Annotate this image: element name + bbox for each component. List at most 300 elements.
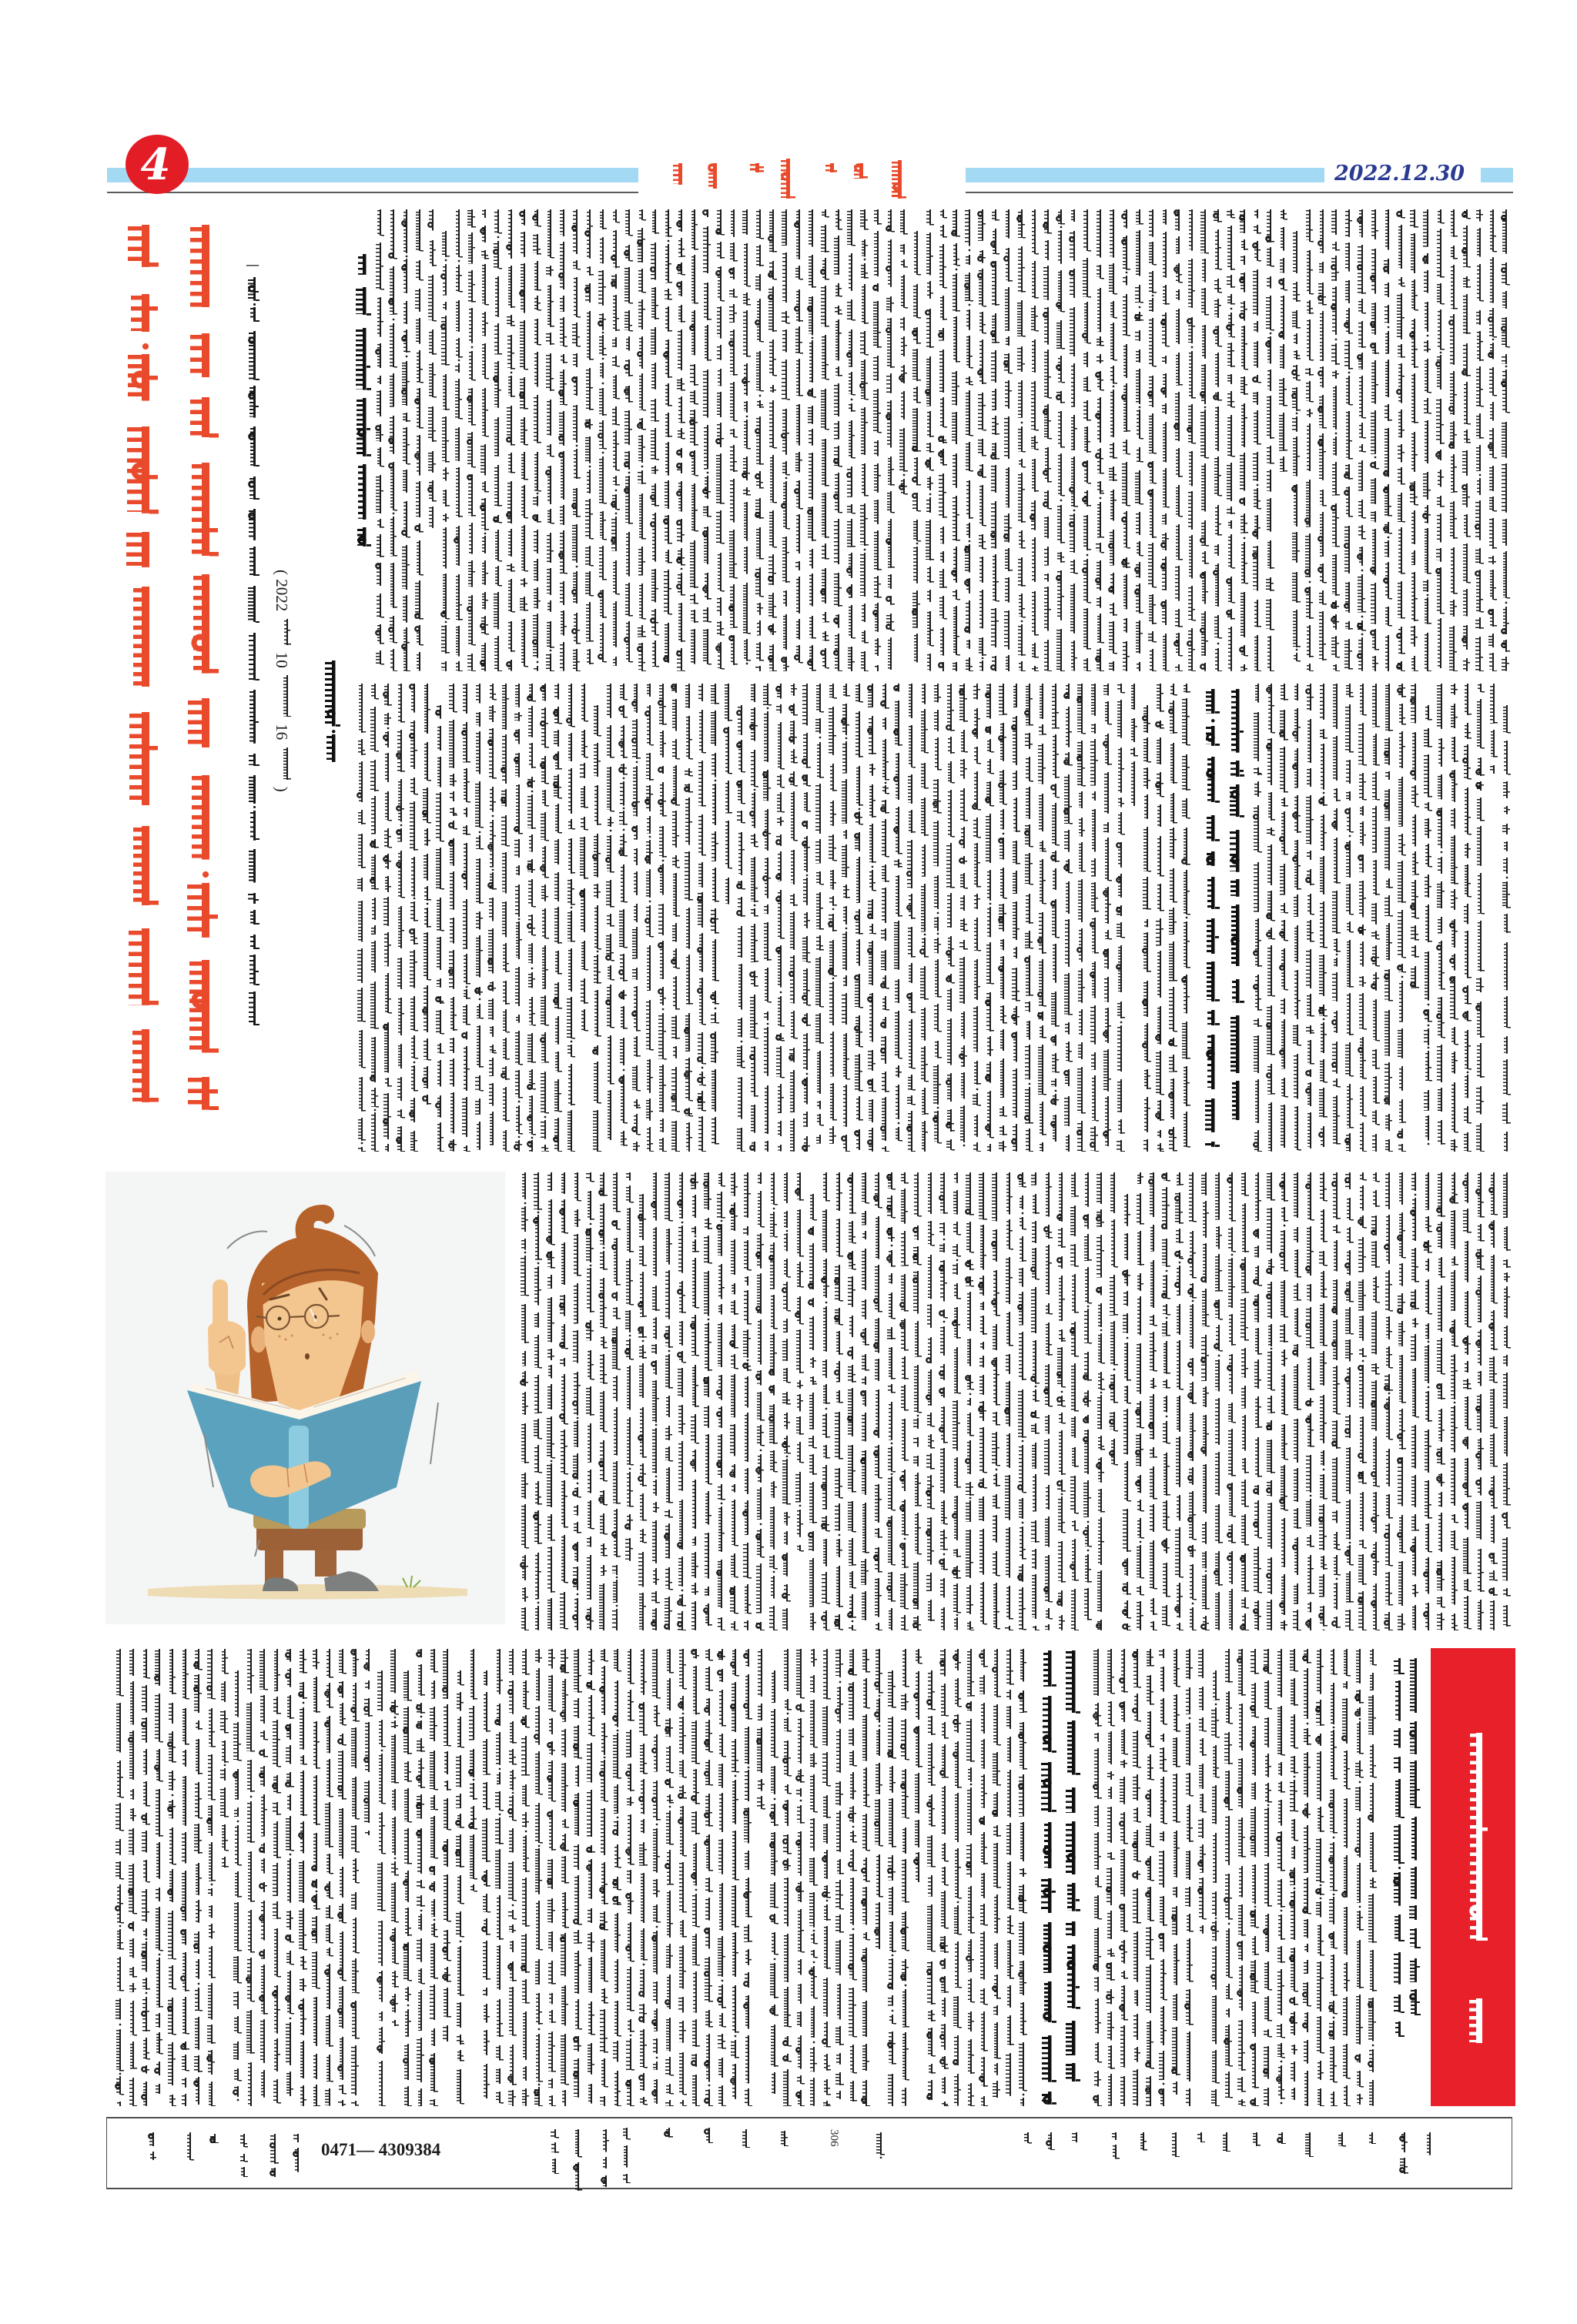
imprint-room-number: 306 (828, 2129, 840, 2147)
text-line (1174, 1172, 1184, 1630)
text-line (939, 1649, 949, 2106)
text-line (976, 209, 986, 671)
dateline-year: 2022 (273, 579, 291, 612)
text-line (460, 684, 470, 1152)
text-line (421, 684, 431, 1152)
text-line (572, 1649, 582, 2106)
text-line (1147, 209, 1157, 671)
text-line (557, 209, 568, 671)
text-line (952, 1649, 962, 2106)
text-line (1252, 1172, 1262, 1630)
imprint-label-glyph (663, 2128, 673, 2139)
imprint-label-glyph (703, 2128, 713, 2143)
text-line (624, 1649, 634, 2106)
freckle (322, 1333, 324, 1336)
text-line (624, 1172, 634, 1630)
freckle (284, 1338, 286, 1340)
text-line (1382, 209, 1392, 671)
text-line (414, 209, 424, 671)
text-line (1474, 209, 1484, 671)
text-line (533, 1649, 543, 2106)
text-line (428, 1649, 438, 2106)
imprint-label-glyph (1398, 2132, 1408, 2182)
dateline-close-paren: ) (273, 786, 291, 792)
text-line (480, 1649, 491, 2106)
text-line (1108, 1172, 1118, 1630)
imprint-label-glyph (184, 2132, 194, 2168)
text-line (664, 1649, 674, 2106)
text-line (911, 209, 921, 671)
text-line (1330, 209, 1340, 671)
text-line (336, 1649, 347, 2106)
text-line (932, 684, 942, 1152)
text-line (683, 684, 693, 1152)
text-line (1318, 684, 1328, 1152)
text-line (1094, 209, 1104, 671)
text-line (531, 209, 541, 671)
text-line (1344, 1172, 1354, 1630)
text-line (1120, 209, 1130, 671)
text-line (741, 209, 751, 671)
text-line (912, 1649, 922, 2106)
text-line (1341, 1649, 1351, 2106)
text-line (526, 684, 536, 1152)
text-line (651, 1649, 661, 2106)
header-rule-left (107, 192, 638, 193)
text-line (1369, 209, 1379, 671)
text-line (644, 684, 654, 1152)
text-line (873, 1649, 883, 2106)
text-line (742, 1649, 752, 2106)
dateline-open-paren: ( (273, 570, 291, 575)
text-line (1121, 1172, 1131, 1630)
text-line (1081, 209, 1091, 671)
text-line (1275, 1649, 1285, 2106)
subheading-line (1227, 689, 1244, 1120)
text-line (1409, 1172, 1419, 1630)
text-line (507, 1649, 517, 2106)
text-line (1107, 209, 1117, 671)
text-line (806, 209, 816, 671)
headline-line (123, 225, 159, 1118)
text-line (650, 1172, 660, 1630)
text-line (794, 1172, 804, 1630)
imprint-label-glyph (1137, 2132, 1147, 2159)
text-line (1328, 1649, 1338, 2106)
text-line (1089, 684, 1099, 1152)
text-line (938, 1172, 948, 1630)
imprint-label-glyph (1304, 2132, 1314, 2157)
imprint-label-glyph (740, 2129, 750, 2148)
text-line (1200, 1172, 1210, 1630)
text-line (1344, 684, 1354, 1152)
headline-line (183, 225, 219, 1110)
text-line (1265, 1172, 1275, 1630)
text-line (845, 209, 855, 671)
imprint-label-glyph (269, 2134, 279, 2177)
article-body-tier-2b (1252, 684, 1518, 1152)
page-number-badge (126, 135, 189, 194)
text-line (1370, 684, 1380, 1152)
text-line (1134, 1172, 1144, 1630)
text-line (860, 1649, 870, 2106)
text-line (1264, 209, 1274, 671)
article-heading-line (1040, 1650, 1056, 2105)
text-line (1262, 1649, 1272, 2106)
ground (148, 1584, 467, 1600)
text-line (1050, 684, 1060, 1152)
text-line (219, 1649, 229, 2106)
text-line (716, 1649, 726, 2106)
text-line (559, 1649, 569, 2106)
text-line (1141, 684, 1151, 1152)
text-line (1409, 684, 1419, 1152)
text-line (382, 684, 392, 1152)
text-line (440, 209, 450, 671)
text-line (1461, 209, 1471, 671)
text-line (539, 684, 549, 1152)
text-line (702, 1172, 712, 1630)
imprint-label-glyph (875, 2132, 885, 2158)
text-line (1115, 684, 1125, 1152)
imprint-label-glyph (1336, 2132, 1346, 2149)
text-line (1186, 209, 1196, 671)
text-line (912, 1172, 922, 1630)
text-line (657, 684, 667, 1152)
text-line (558, 1172, 568, 1630)
text-line (578, 684, 588, 1152)
text-line (853, 684, 863, 1152)
masthead-glyph (706, 163, 718, 189)
text-line (649, 209, 659, 671)
text-line (1435, 1172, 1445, 1630)
text-line (1488, 1172, 1498, 1630)
imprint-box (106, 2117, 1512, 2189)
text-line (1357, 1172, 1367, 1630)
text-line (571, 209, 581, 671)
text-line (840, 684, 850, 1152)
text-line (696, 684, 706, 1152)
author-byline (323, 660, 340, 762)
text-line (924, 209, 934, 671)
text-line (1278, 1172, 1288, 1630)
text-line (356, 684, 366, 1152)
subtitle-dash: — (246, 257, 259, 273)
text-line (662, 209, 672, 671)
text-line (447, 684, 457, 1152)
text-line (1043, 1172, 1053, 1630)
text-line (1331, 1172, 1341, 1630)
text-line (153, 1649, 163, 2106)
text-line (591, 684, 601, 1152)
text-line (1408, 209, 1418, 671)
text-line (513, 684, 523, 1152)
text-line (245, 1649, 255, 2106)
text-line (637, 1172, 647, 1630)
text-line (1487, 209, 1497, 671)
text-line (755, 1172, 765, 1630)
text-line (735, 684, 745, 1152)
text-line (1133, 209, 1143, 671)
text-line (1277, 209, 1287, 671)
text-line (1055, 209, 1065, 671)
subtitle-line (246, 277, 259, 1025)
text-line (971, 684, 981, 1152)
text-line (1304, 684, 1314, 1152)
text-line (1448, 209, 1458, 671)
text-line (1003, 1172, 1013, 1630)
imprint-label-glyph (147, 2132, 157, 2160)
text-line (788, 684, 798, 1152)
text-line (1016, 209, 1026, 671)
freckle (329, 1336, 331, 1339)
text-line (1422, 684, 1432, 1152)
text-line (989, 209, 999, 671)
text-line (1213, 1172, 1223, 1630)
text-line (1157, 1649, 1167, 2106)
text-line (434, 684, 444, 1152)
text-line (232, 1649, 242, 2106)
text-line (1475, 1172, 1485, 1630)
text-line (618, 684, 628, 1152)
left-eye (278, 1317, 282, 1321)
text-line (899, 1649, 909, 2106)
text-line (885, 209, 895, 671)
imprint-label-glyph (1110, 2132, 1120, 2165)
masthead-title (662, 143, 939, 202)
text-line (1265, 684, 1275, 1152)
text-line (571, 1172, 581, 1630)
text-line (886, 1649, 896, 2106)
text-line (1131, 1649, 1141, 2106)
text-line (1501, 1172, 1511, 1630)
article-heading-line (1063, 1650, 1080, 2082)
text-line (584, 209, 594, 671)
text-line (781, 1172, 791, 1630)
text-line (919, 684, 929, 1152)
text-line (505, 209, 515, 671)
text-line (1056, 1172, 1066, 1630)
column-label-word (1461, 1998, 1488, 2043)
text-line (519, 1172, 529, 1630)
text-line (1030, 1172, 1040, 1630)
imprint-label-glyph (1022, 2132, 1032, 2153)
imprint-label-glyph (778, 2131, 788, 2146)
column-label-box (1431, 1648, 1515, 2106)
text-line (827, 684, 837, 1152)
text-line (808, 1649, 818, 2106)
text-line (494, 1649, 504, 2106)
text-line (807, 1172, 817, 1630)
text-line (1396, 1172, 1406, 1630)
text-line (701, 209, 711, 671)
text-line (1210, 1649, 1220, 2106)
text-line (833, 1172, 843, 1630)
text-line (742, 1172, 752, 1630)
text-line (1212, 209, 1222, 671)
masthead-glyph (849, 163, 868, 179)
text-line (623, 209, 633, 671)
text-line (598, 1172, 608, 1630)
dateline-day: 16 (273, 724, 291, 741)
text-line (544, 209, 554, 671)
text-line (585, 1649, 595, 2106)
mouth (305, 1353, 310, 1359)
dateline (273, 570, 291, 792)
left-ear (251, 1326, 266, 1353)
text-line (690, 1649, 700, 2106)
text-line (604, 684, 614, 1152)
text-line (715, 209, 725, 671)
text-line (937, 209, 947, 671)
imprint-label-glyph (1220, 2132, 1230, 2152)
text-line (1023, 684, 1033, 1152)
text-line (945, 684, 955, 1152)
masthead-glyph (671, 163, 684, 185)
text-line (832, 209, 842, 671)
text-line (872, 209, 882, 671)
text-line (926, 1649, 936, 2106)
text-line (565, 684, 575, 1152)
text-line (1187, 1172, 1197, 1630)
article-body-tier-1 (374, 209, 1518, 671)
text-line (284, 1649, 294, 2106)
text-line (780, 209, 790, 671)
text-line (978, 1649, 988, 2106)
text-line (879, 684, 889, 1152)
imprint-label-glyph (549, 2129, 559, 2174)
text-line (1343, 209, 1353, 671)
text-line (1304, 209, 1314, 671)
text-line (1036, 684, 1046, 1152)
text-line (1095, 1172, 1105, 1630)
text-line (984, 684, 994, 1152)
text-line (899, 1172, 909, 1630)
text-line (1147, 1172, 1157, 1630)
text-line (479, 209, 489, 671)
text-line (898, 209, 908, 671)
text-line (310, 1649, 320, 2106)
article-body-tier-4a (114, 1649, 1032, 2106)
text-line (179, 1649, 189, 2106)
text-line (1461, 1172, 1472, 1630)
imprint-label-glyph (621, 2128, 631, 2183)
imprint-label-glyph (1251, 2132, 1261, 2157)
text-line (1063, 684, 1073, 1152)
text-line (1226, 1172, 1236, 1630)
text-line (1317, 209, 1327, 671)
text-line (1488, 684, 1498, 1152)
text-line (297, 1649, 307, 2106)
text-line (374, 209, 384, 671)
dateline-month: 10 (273, 651, 291, 668)
text-line (886, 1172, 896, 1630)
text-line (1197, 1649, 1207, 2106)
text-line (638, 1649, 648, 2106)
text-line (1118, 1649, 1128, 2106)
text-line (1461, 684, 1472, 1152)
text-line (518, 209, 528, 671)
text-line (258, 1649, 268, 2106)
header-bar-right (966, 168, 1324, 182)
text-line (1167, 684, 1177, 1152)
text-line (728, 209, 738, 671)
imprint-label-glyph (1070, 2132, 1080, 2142)
text-line (1082, 1172, 1092, 1630)
masthead-glyph (888, 160, 906, 199)
text-line (1318, 1172, 1328, 1630)
text-line (951, 1172, 961, 1630)
dateline-day-word (280, 747, 291, 780)
text-line (1225, 209, 1235, 671)
text-line (847, 1649, 857, 2106)
text-line (1170, 1649, 1180, 2106)
text-line (1357, 684, 1367, 1152)
text-line (453, 209, 463, 671)
text-line (1076, 684, 1086, 1152)
text-line (492, 209, 502, 671)
imprint-label-glyph (238, 2134, 248, 2177)
text-line (610, 209, 620, 671)
text-line (1251, 209, 1261, 671)
text-line (598, 1649, 608, 2106)
text-line (795, 1649, 805, 2106)
text-line (1223, 1649, 1233, 2106)
article-body-tier-3 (519, 1172, 1518, 1630)
dateline-month-word (280, 675, 291, 717)
page-number: 4 (140, 139, 171, 190)
text-line (467, 1649, 477, 2106)
text-line (1173, 209, 1183, 671)
text-line (520, 1649, 530, 2106)
text-line (427, 209, 437, 671)
text-line (990, 1172, 1000, 1630)
text-line (1199, 209, 1209, 671)
text-line (454, 1649, 464, 2106)
right-ear (361, 1320, 375, 1343)
text-line (1238, 209, 1248, 671)
imprint-label-glyph (1366, 2132, 1376, 2144)
imprint-label-glyph (1195, 2132, 1205, 2142)
text-line (474, 684, 484, 1152)
imprint-label-glyph (1045, 2132, 1055, 2150)
text-line (859, 209, 869, 671)
text-line (963, 209, 973, 671)
text-line (1367, 1649, 1377, 2106)
text-line (400, 209, 410, 671)
text-line (584, 1172, 594, 1630)
text-line (834, 1649, 844, 2106)
subheading-line (1203, 689, 1220, 1147)
text-line (1475, 684, 1485, 1152)
text-line (369, 684, 379, 1152)
text-line (748, 684, 758, 1152)
text-line (193, 1649, 203, 2106)
text-line (546, 1649, 556, 2106)
text-line (1105, 1649, 1115, 2106)
article-body-tier-2a (356, 684, 1197, 1152)
text-line (768, 1649, 778, 2106)
text-line (271, 1649, 281, 2106)
imprint-label-glyph (1170, 2132, 1180, 2157)
text-line (1029, 209, 1039, 671)
text-line (997, 684, 1007, 1152)
text-line (1422, 1172, 1432, 1630)
text-line (755, 1649, 765, 2106)
text-line (1396, 684, 1406, 1152)
text-line (892, 684, 902, 1152)
text-line (793, 209, 803, 671)
